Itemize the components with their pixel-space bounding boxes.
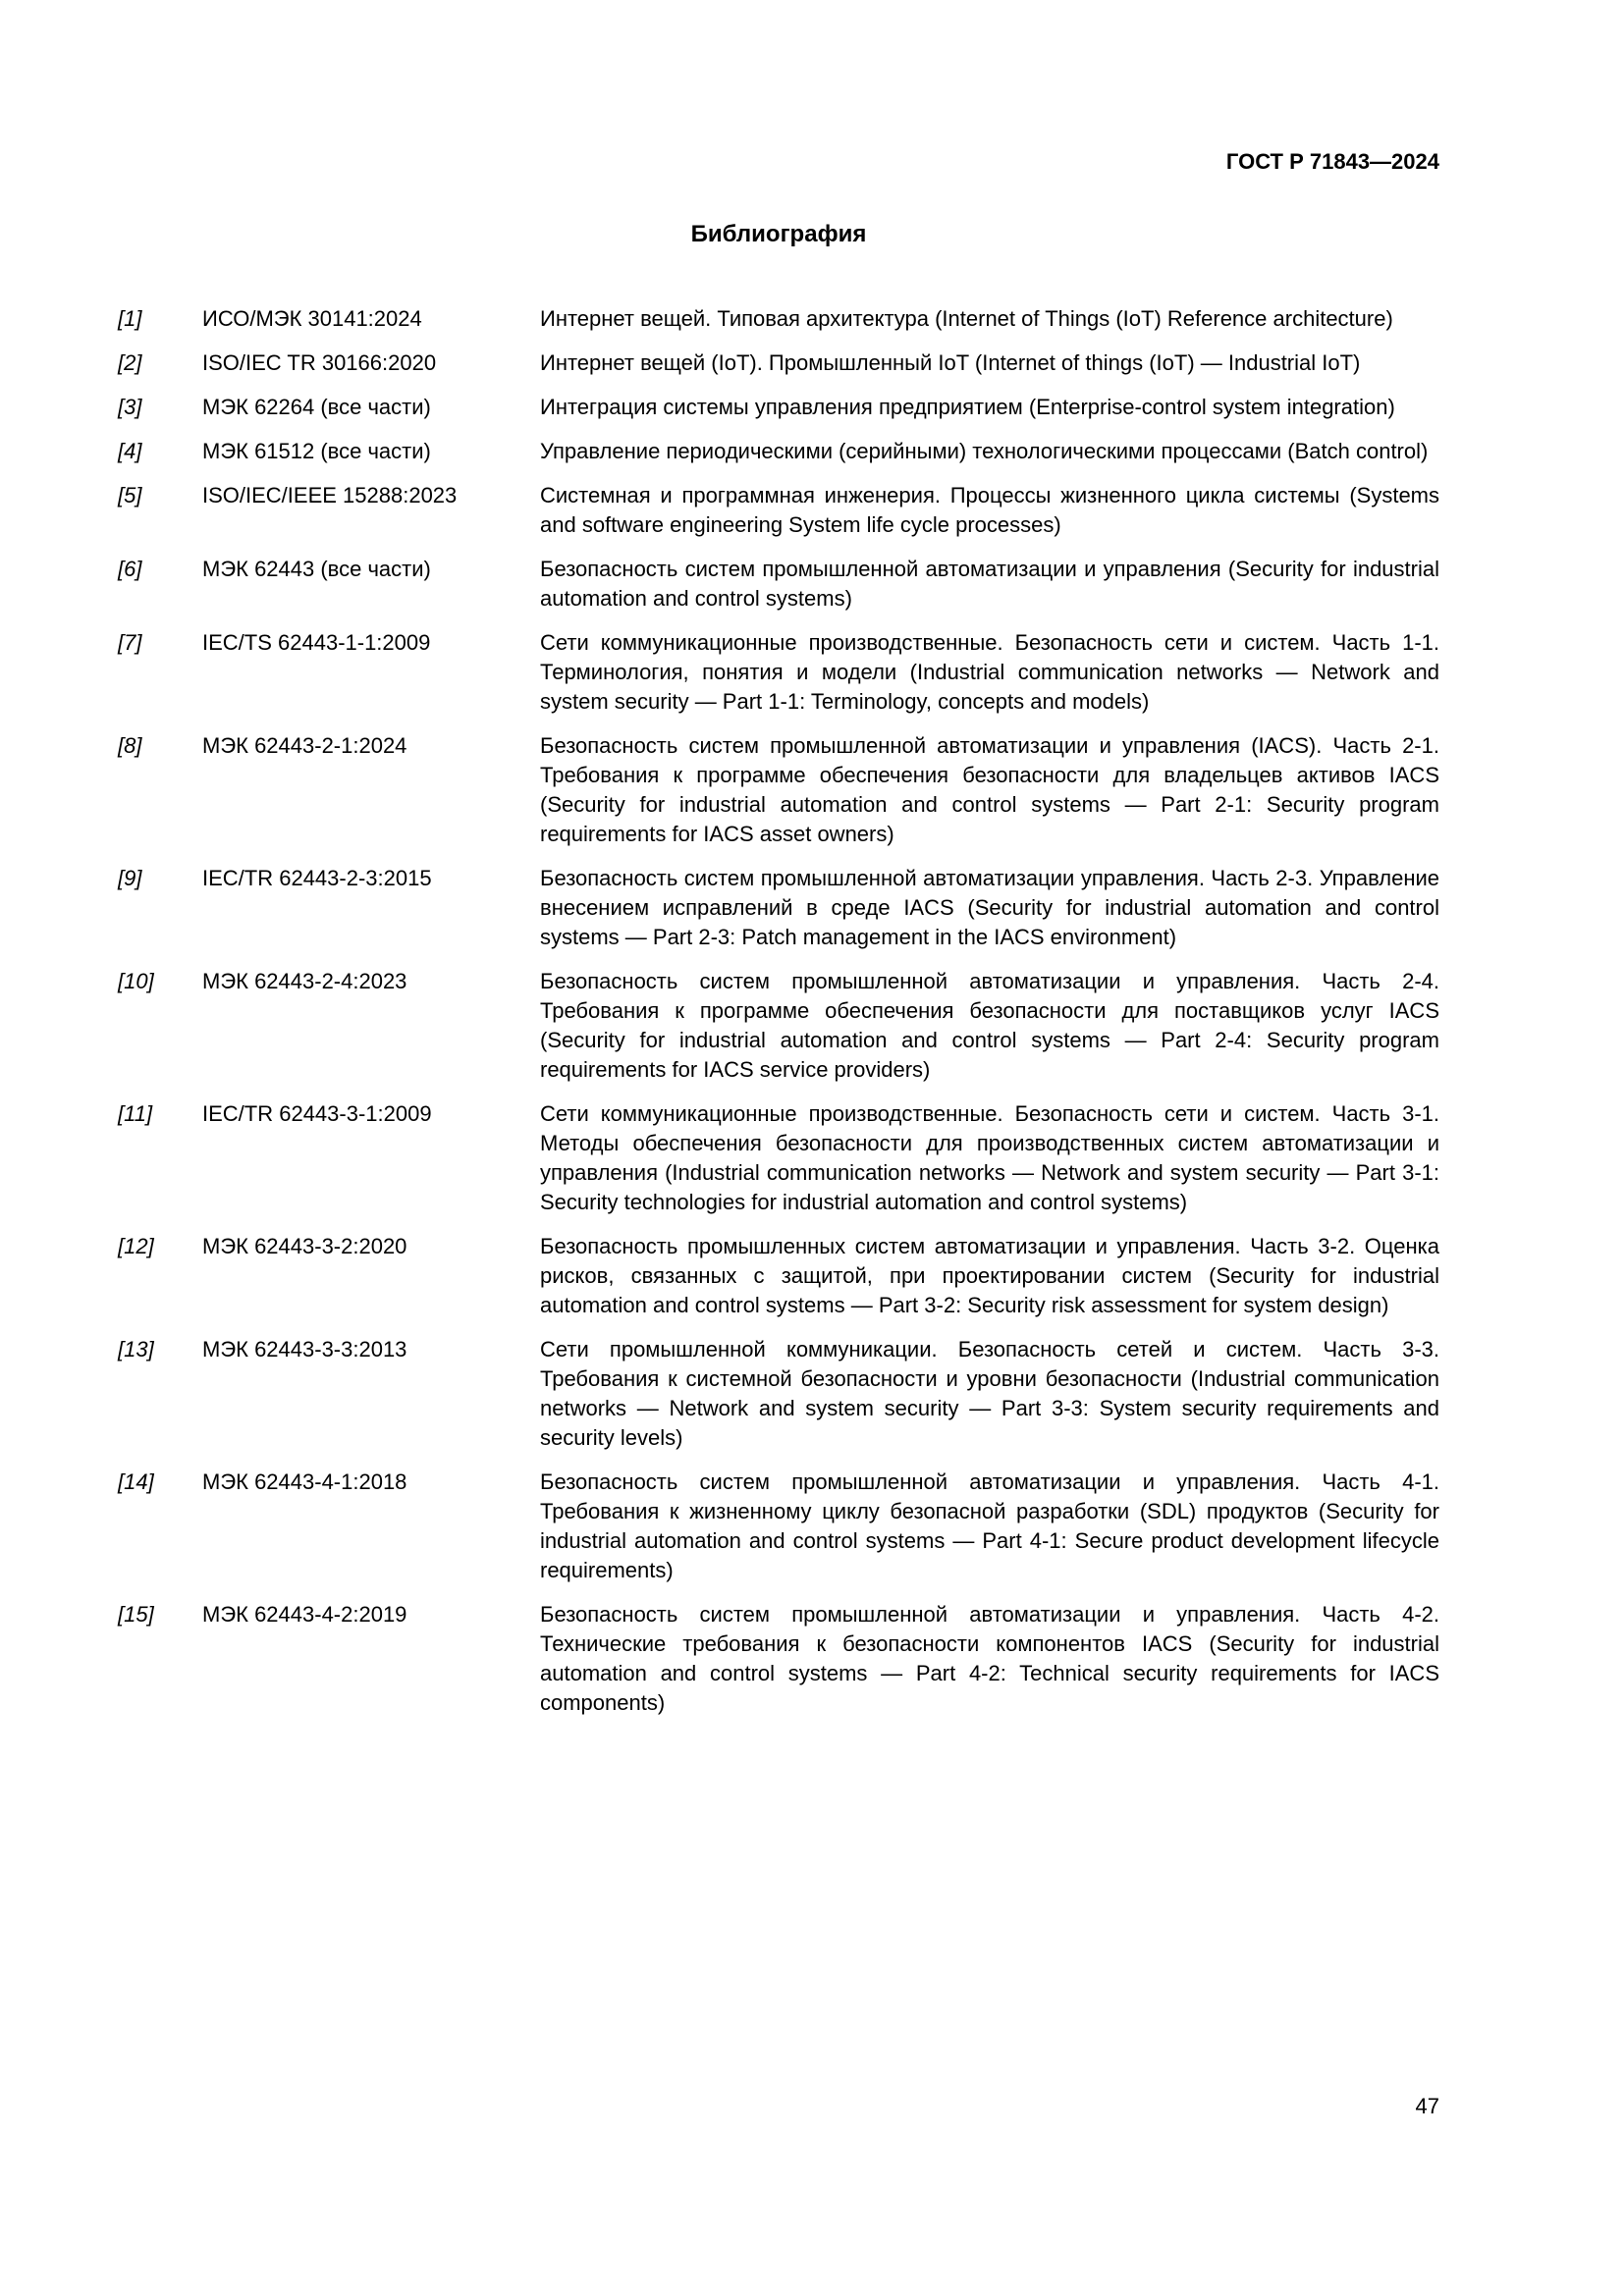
entry-description: Безопасность систем промышленной автоматизации и управления (Security for industrial automation and control systems) — [540, 557, 1439, 611]
bibliography-entry — [118, 1099, 1439, 1217]
bibliography-entry — [118, 393, 1439, 422]
entry-description: Безопасность систем промышленной автоматизации и управления. Часть 2-4. Требования к программе обеспечения безопасности для поставщиков услуг IACS (Security for industrial automation and control systems — Part 2-4: Security program requirements for IACS service providers) — [540, 969, 1439, 1082]
bibliography-entry — [118, 1600, 1439, 1718]
bibliography-entry — [118, 1335, 1439, 1453]
entry-standard-designation: МЭК 62443 (все части) — [202, 557, 431, 581]
entry-description: Безопасность систем промышленной автоматизации и управления. Часть 4-1. Требования к жизненному циклу безопасной разработки (SDL) продуктов (Security for industrial automation and control systems — Part 4-1: Secure product development lifecycle requirements) — [540, 1469, 1439, 1582]
entry-description: Интернет вещей (IoT). Промышленный IoT (Internet of things (IoT) — Industrial IoT) — [540, 350, 1361, 375]
entry-description: Интернет вещей. Типовая архитектура (Internet of Things (IoT) Reference architecture) — [540, 306, 1393, 331]
entry-standard-designation: IEC/TS 62443-1-1:2009 — [202, 630, 431, 655]
entry-number: [1] — [118, 306, 142, 331]
entry-number: [8] — [118, 733, 142, 758]
entry-standard-designation: ИСО/МЭК 30141:2024 — [202, 306, 422, 331]
bibliography-entry — [118, 348, 1439, 378]
entry-description: Сети промышленной коммуникации. Безопасность сетей и систем. Часть 3-3. Требования к системной безопасности и уровни безопасности (Industrial communication networks — Network and system security — Part 3-3: System security requirements and security levels) — [540, 1337, 1439, 1450]
entry-number: [7] — [118, 630, 142, 655]
entry-description: Системная и программная инженерия. Процессы жизненного цикла системы (Systems and software engineering System life cycle processes) — [540, 483, 1439, 537]
entry-standard-designation: IEC/TR 62443-2-3:2015 — [202, 866, 432, 890]
entry-standard-designation: IEC/TR 62443-3-1:2009 — [202, 1101, 432, 1126]
bibliography-entry — [118, 1232, 1439, 1320]
entry-number: [5] — [118, 483, 142, 507]
entry-number: [13] — [118, 1337, 154, 1362]
entry-standard-designation: МЭК 62443-3-3:2013 — [202, 1337, 407, 1362]
entry-description: Безопасность систем промышленной автоматизации и управления. Часть 4-2. Технические требования к безопасности компонентов IACS (Security for industrial automation and control systems — Part 4-2: Technical security requirements for IACS components) — [540, 1602, 1439, 1715]
entry-description: Безопасность систем промышленной автоматизации управления. Часть 2-3. Управление внесением исправлений в среде IACS (Security for industrial automation and control systems — Part 2-3: Patch management in the IACS environment) — [540, 866, 1439, 949]
entry-number: [12] — [118, 1234, 154, 1258]
entry-number: [9] — [118, 866, 142, 890]
entry-standard-designation: МЭК 62443-2-4:2023 — [202, 969, 407, 993]
entry-standard-designation: МЭК 62443-4-1:2018 — [202, 1469, 407, 1494]
bibliography-entry — [118, 304, 1439, 334]
bibliography-entry — [118, 731, 1439, 849]
bibliography-entry — [118, 967, 1439, 1085]
entry-standard-designation: МЭК 62443-3-2:2020 — [202, 1234, 407, 1258]
entry-standard-designation: МЭК 62443-2-1:2024 — [202, 733, 407, 758]
entry-standard-designation: ISO/IEC/IEEE 15288:2023 — [202, 483, 458, 507]
entry-description: Безопасность систем промышленной автоматизации и управления (IACS). Часть 2-1. Требования к программе обеспечения безопасности для владельцев активов IACS (Security for industrial automation and control systems — Part 2-1: Security program requirements for IACS asset owners) — [540, 733, 1439, 846]
bibliography-list — [118, 304, 1439, 1718]
entry-description: Интеграция системы управления предприятием (Enterprise-control system integration) — [540, 395, 1395, 419]
bibliography-entry — [118, 628, 1439, 717]
entry-description: Безопасность промышленных систем автоматизации и управления. Часть 3-2. Оценка рисков, связанных с защитой, при проектировании систем (Security for industrial automation and control systems — Part 3-2: Security risk assessment for system design) — [540, 1234, 1439, 1317]
entry-description: Сети коммуникационные производственные. Безопасность сети и систем. Часть 3-1. Методы обеспечения безопасности для производственных систем автоматизации и управления (Industrial communication networks — Network and system security — Part 3-1: Security technologies for industrial automation and control systems) — [540, 1101, 1439, 1214]
entry-standard-designation: ISO/IEC TR 30166:2020 — [202, 350, 437, 375]
entry-number: [6] — [118, 557, 142, 581]
bibliography-entry — [118, 555, 1439, 614]
entry-description: Управление периодическими (серийными) технологическими процессами (Batch control) — [540, 439, 1429, 463]
entry-number: [10] — [118, 969, 154, 993]
bibliography-entry — [118, 437, 1439, 466]
entry-number: [15] — [118, 1602, 154, 1627]
entry-number: [14] — [118, 1469, 154, 1494]
entry-number: [11] — [118, 1101, 153, 1126]
bibliography-entry — [118, 481, 1439, 540]
bibliography-entry — [118, 1468, 1439, 1585]
entry-number: [4] — [118, 439, 142, 463]
document-header: ГОСТ Р 71843—2024 — [1225, 149, 1439, 174]
page-title: Библиография — [690, 221, 867, 247]
page-number: 47 — [1415, 2094, 1439, 2118]
entry-number: [3] — [118, 395, 142, 419]
entry-number: [2] — [118, 350, 142, 375]
entry-standard-designation: МЭК 62264 (все части) — [202, 395, 431, 419]
entry-standard-designation: МЭК 61512 (все части) — [202, 439, 431, 463]
entry-standard-designation: МЭК 62443-4-2:2019 — [202, 1602, 407, 1627]
entry-description: Сети коммуникационные производственные. Безопасность сети и систем. Часть 1-1. Терминология, понятия и модели (Industrial communication networks — Network and system security — Part 1-1: Terminology, concepts and models) — [540, 630, 1439, 714]
bibliography-entry — [118, 864, 1439, 952]
